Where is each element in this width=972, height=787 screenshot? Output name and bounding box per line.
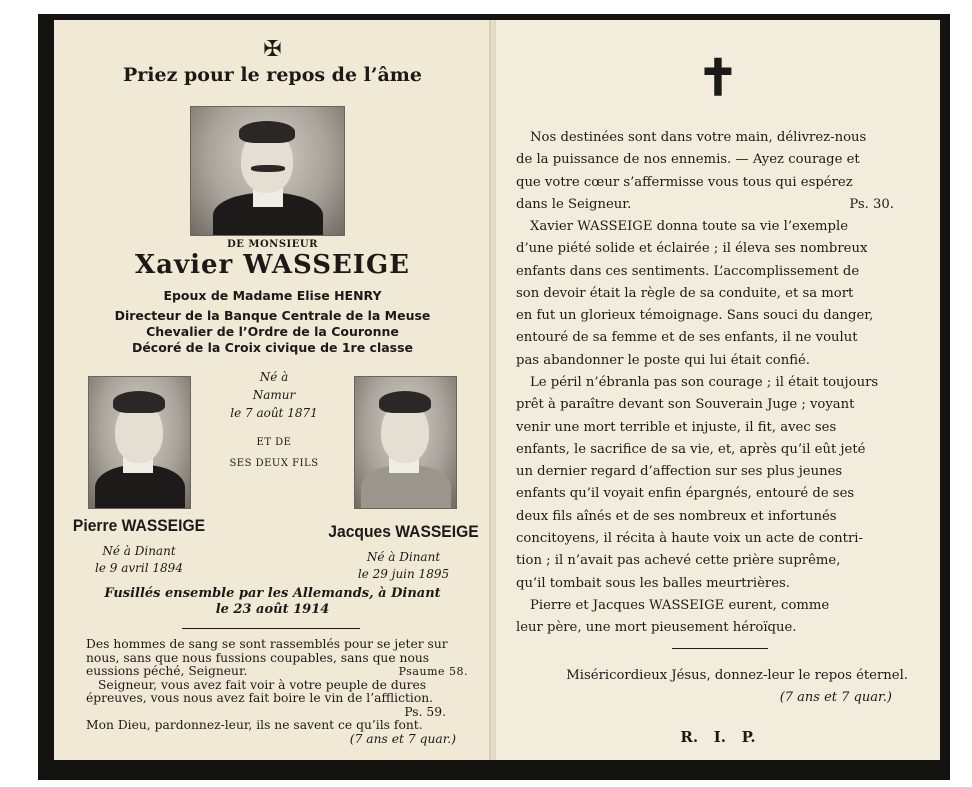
indulgence-note: (7 ans et 7 quar.) xyxy=(349,731,456,746)
father-name: Xavier WASSEIGE xyxy=(135,250,410,280)
text-line: enfants, le sacrifice de sa vie, et, après qu’il eût jeté xyxy=(516,441,866,457)
title-line: Chevalier de l’Ordre de la Couronne xyxy=(146,324,399,339)
text-line: son devoir était la règle de sa conduite, et sa mort xyxy=(516,285,854,301)
son2-birth xyxy=(316,549,491,583)
text-line: Le péril n’ébranla pas son courage ; il était toujours xyxy=(530,375,879,390)
spouse-line: Epoux de Madame Elise HENRY xyxy=(163,288,382,303)
latin-cross-icon: ✝ xyxy=(697,48,739,107)
right-page xyxy=(496,20,940,760)
text-line: entouré de sa femme et de ses enfants, il ne voulut xyxy=(516,330,858,346)
psalm-line: nous, sans que nous fussions coupables, sans que nous xyxy=(86,650,430,665)
indulgence-note: (7 ans et 7 quar.) xyxy=(779,690,892,705)
text-line: leur père, une mort pieusement héroïque. xyxy=(516,620,797,636)
psalm-line: Des hommes de sang se sont rassemblés pour se jeter sur xyxy=(86,637,448,651)
divider xyxy=(182,628,360,629)
left-page xyxy=(54,20,491,760)
psalm-reference: Ps. 59. xyxy=(404,704,446,719)
maltese-cross-icon: ✠ xyxy=(263,37,282,62)
biography-paragraph xyxy=(516,216,908,372)
execution-line: Fusillés ensemble par les Allemands, à Dinant xyxy=(104,586,441,601)
son1-name: Pierre WASSEIGE xyxy=(72,516,206,535)
divider xyxy=(672,648,768,649)
psalm-line: Mon Dieu, pardonnez-leur, ils ne savent ce qu’ils font. xyxy=(86,718,423,732)
text-line: que votre cœur s’affermisse vous tous qui espérez xyxy=(516,174,853,190)
intro-line: ET DE xyxy=(256,437,292,448)
sons-paragraph xyxy=(516,595,908,640)
portrait-xavier xyxy=(190,106,345,236)
father-birth xyxy=(194,368,354,422)
sons-intro xyxy=(194,432,354,474)
text-line: d’une piété solide et éclairée ; il éleva ses nombreux xyxy=(516,241,868,257)
birth-line: Né à xyxy=(259,370,289,384)
text-line: enfants qu’il voyait enfin épargnés, entouré de ses xyxy=(516,486,855,502)
text-line: dans le Seigneur. xyxy=(516,196,632,212)
text-line: en fut un glorieux témoignage. Sans souci du danger, xyxy=(516,308,874,324)
psalm-reference: Psaume 58. xyxy=(398,665,468,678)
scripture-paragraph xyxy=(516,127,908,216)
text-line: de la puissance de nos ennemis. — Ayez courage et xyxy=(516,152,860,168)
text-line: qu’il tombait sous les balles meurtrières. xyxy=(516,575,790,591)
text-line: tion ; il n’avait pas achevé cette prière suprême, xyxy=(516,553,841,569)
intro-line: SES DEUX FILS xyxy=(229,458,319,469)
text-line: Pierre et Jacques WASSEIGE eurent, comme xyxy=(530,598,830,613)
title-line: Décoré de la Croix civique de 1re classe xyxy=(131,340,414,355)
title-line: Directeur de la Banque Centrale de la Meuse xyxy=(114,308,431,323)
text-line: un dernier regard d’affection sur ses plus jeunes xyxy=(516,464,843,480)
portrait-jacques xyxy=(354,376,457,509)
birth-line: le 29 juin 1895 xyxy=(357,567,450,581)
portrait-pierre xyxy=(88,376,191,509)
text-line: prêt à paraître devant son Souverain Juge ; voyant xyxy=(516,397,855,413)
psalm-block xyxy=(86,638,476,746)
text-line: concitoyens, il récita à haute voix un acte de contri- xyxy=(516,531,863,547)
text-line: Xavier WASSEIGE donna toute sa vie l’exemple xyxy=(530,219,849,234)
text-line: Nos destinées sont dans votre main, délivrez-nous xyxy=(530,130,867,145)
birth-line: le 9 avril 1894 xyxy=(95,561,183,575)
text-line: enfants dans ces sentiments. L’accomplissement de xyxy=(516,263,860,279)
psalm-line: Seigneur, vous avez fait voir à votre peuple de dures xyxy=(98,677,427,692)
son1-birth xyxy=(54,543,224,577)
text-line: deux fils aînés et de ses nombreux et infortunés xyxy=(516,508,837,524)
execution-line: le 23 août 1914 xyxy=(215,602,330,617)
text-line: venir une mort terrible et injuste, il fit, avec ses xyxy=(516,419,837,435)
prayer-heading: Priez pour le repos de l’âme xyxy=(122,64,423,86)
birth-line: Né à Dinant xyxy=(366,550,441,564)
birth-line: Né à Dinant xyxy=(102,544,176,558)
psalm-reference: Ps. 30. xyxy=(849,196,894,212)
text-line: pas abandonner le poste qui lui était confié. xyxy=(516,352,811,368)
father-titles xyxy=(54,308,491,356)
final-prayer: Miséricordieux Jésus, donnez-leur le repos éternel. xyxy=(566,668,908,683)
psalm-line: eussions péché, Seigneur. xyxy=(86,664,248,678)
rip-mark: R. I. P. xyxy=(680,728,756,746)
death-paragraph xyxy=(516,372,908,595)
son2-name: Jacques WASSEIGE xyxy=(328,522,479,541)
birth-line: Namur xyxy=(252,388,296,402)
psalm-line: épreuves, vous nous avez fait boire le vin de l’affliction. xyxy=(86,691,434,705)
execution-note xyxy=(54,586,491,618)
birth-line: le 7 août 1871 xyxy=(230,406,318,420)
de-monsieur-label: DE MONSIEUR xyxy=(227,239,318,250)
